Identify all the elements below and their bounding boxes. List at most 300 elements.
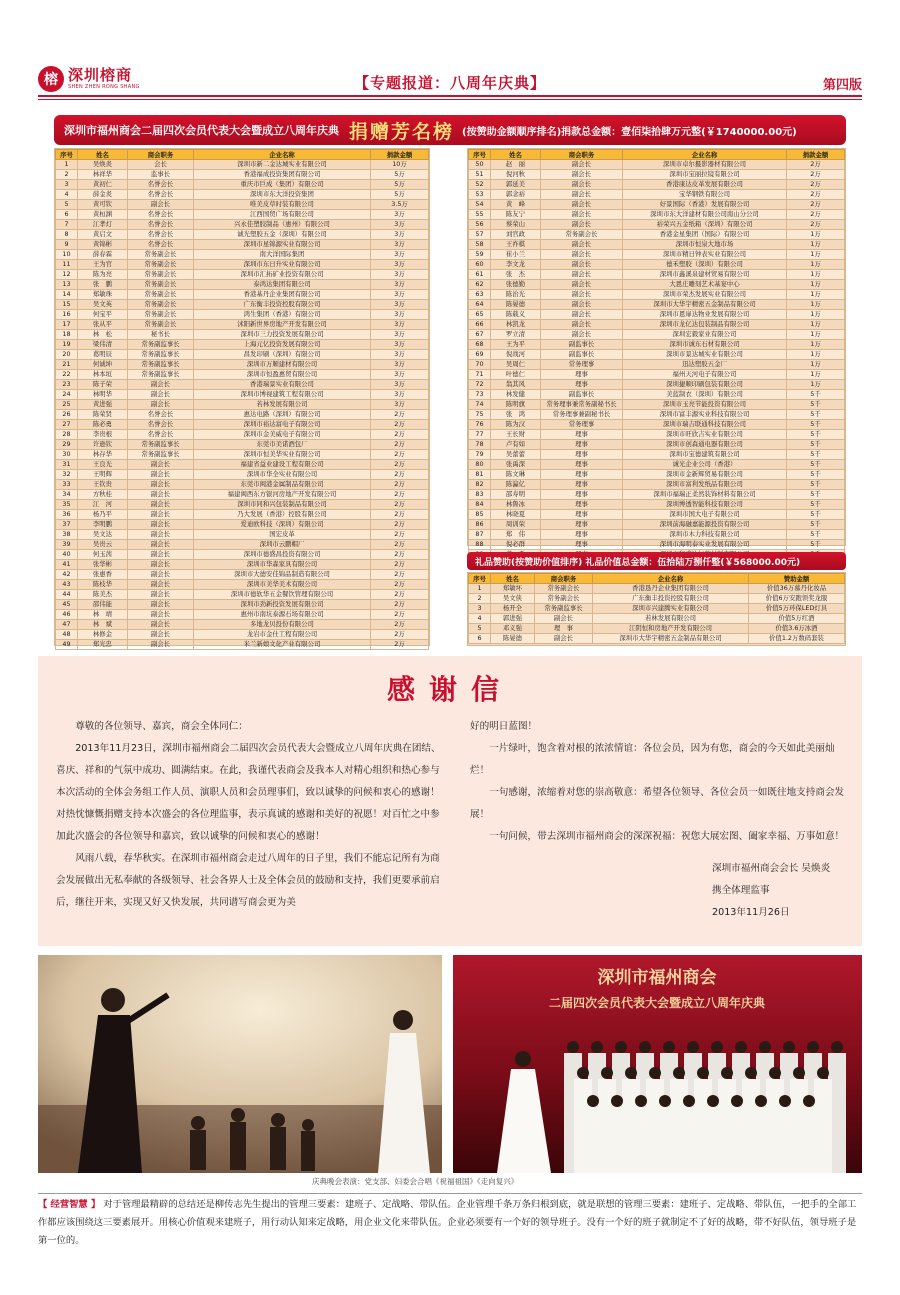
donation-right-cell: 82 — [469, 480, 491, 490]
donation-right-row — [469, 410, 845, 420]
letter-date: 2013年11月26日 — [712, 907, 790, 918]
donation-left-row — [56, 610, 429, 620]
donation-right-cell: 赵 丽 — [491, 160, 541, 170]
donation-left-cell: 2万 — [371, 580, 429, 590]
donation-right-cell: 林发健 — [491, 390, 541, 400]
donation-left-cell: 深圳市云鹏帽厂 — [194, 540, 371, 550]
donation-right-cell: 副会长 — [541, 280, 623, 290]
donation-right-cell: 1万 — [787, 340, 845, 350]
donation-right-header-cell: 序号 — [469, 150, 491, 160]
donation-right-cell: 2万 — [787, 190, 845, 200]
donation-left-cell: 2万 — [371, 460, 429, 470]
donation-left-cell: 吴焕炎 — [78, 160, 128, 170]
donation-right-cell: 迅达塑胶五金厂 — [623, 360, 787, 370]
gift-cell: 常务副会长 — [535, 584, 593, 594]
choir-singer-head — [769, 1067, 781, 1079]
donation-right-cell: 福州天河电子有限公司 — [623, 370, 787, 380]
letter-title: 感谢信 — [386, 673, 513, 706]
choir-singer-head — [635, 1095, 647, 1107]
donation-left-cell: 香港基丹企业集团有限公司 — [194, 290, 371, 300]
donation-right-row — [469, 530, 845, 540]
donation-left-cell: 2万 — [371, 520, 429, 530]
gift-header-cell: 商会职务 — [535, 574, 593, 584]
donation-left-cell: 15 — [56, 300, 78, 310]
donation-right-cell: 副会长 — [541, 160, 623, 170]
donation-left-cell: 20 — [56, 350, 78, 360]
donation-left-cell: 副会长 — [128, 460, 194, 470]
choir-singer-head — [783, 1041, 795, 1053]
donation-left-cell: 名誉会长 — [128, 220, 194, 230]
donation-left-cell: 黄锦彬 — [78, 240, 128, 250]
donation-right-cell: 60 — [469, 260, 491, 270]
donation-left-cell: 陈美杰 — [78, 590, 128, 600]
donation-right-cell: 74 — [469, 400, 491, 410]
donation-left-row — [56, 640, 429, 650]
footer-divider — [38, 1193, 862, 1194]
donation-left-cell: 49 — [56, 640, 78, 650]
donation-left-cell: 副会长 — [128, 500, 194, 510]
header-divider-thin — [38, 99, 862, 100]
gift-cell: 吴文侠 — [491, 594, 535, 604]
donation-left-cell: 3万 — [371, 340, 429, 350]
donation-left-cell: 10 — [56, 250, 78, 260]
choir-singer-head — [567, 1041, 579, 1053]
donation-left-cell: 22 — [56, 370, 78, 380]
donation-right-cell: 理事 — [541, 520, 623, 530]
donation-left-cell: 副会长 — [128, 550, 194, 560]
donation-right-row — [469, 160, 845, 170]
donation-left-row — [56, 250, 429, 260]
donation-left-cell: 25 — [56, 400, 78, 410]
donation-left-cell: 2万 — [371, 560, 429, 570]
donation-right-row — [469, 320, 845, 330]
donation-right-cell: 86 — [469, 520, 491, 530]
donation-left-row — [56, 210, 429, 220]
donation-right-cell: 常务理事 — [541, 360, 623, 370]
donation-right-header-cell: 商会职务 — [541, 150, 623, 160]
donation-right-cell: 香港金星集团（国际）有限公司 — [623, 230, 787, 240]
donation-right-row — [469, 430, 845, 440]
donation-left-cell: 深圳市金美威电子有限公司 — [194, 430, 371, 440]
donation-left-row — [56, 170, 429, 180]
donation-left-row — [56, 410, 429, 420]
donation-right-cell: 81 — [469, 470, 491, 480]
donation-table-left — [55, 149, 429, 650]
gift-cell: 郑敏坏 — [491, 584, 535, 594]
donation-left-row — [56, 390, 429, 400]
letter-column-right — [470, 716, 848, 924]
choir-singer-body — [632, 1107, 650, 1173]
donation-right-cell: 张 杰 — [491, 270, 541, 280]
donation-right-cell: 叶德仁 — [491, 370, 541, 380]
donation-left-cell: 2万 — [371, 510, 429, 520]
donation-left-cell: 深圳市美华美术有限公司 — [194, 580, 371, 590]
donation-left-cell: 深圳市新二金达城实业有限公司 — [194, 160, 371, 170]
gift-header-cell: 序号 — [469, 574, 491, 584]
photo-singer-left-image — [38, 955, 442, 1173]
donation-left-cell: 名誉会长 — [128, 230, 194, 240]
donation-left-cell: 37 — [56, 520, 78, 530]
gift-cell: 3 — [469, 604, 491, 614]
donation-left-cell: 3万 — [371, 300, 429, 310]
donation-left-cell: 昌发印刷（深圳）有限公司 — [194, 350, 371, 360]
letter-paragraph-1: 2013年11月23日，深圳市福州商会二届四次会员代表大会暨成立八周年庆典在团结、喜庆、祥和的气氛中成功、圆满结束。在此，我谨代表商会及我本人对精心组织和热心参与本次活动的全体会务组工作人员、演职人员和会员理事们，致以诚挚的问候和衷心的感谢！对热忱慷慨捐赠支持本次盛会的各位理监事，表示真诚的感谢和美好的祝愿！对百忙之中参加此次盛会的各位领导和嘉宾，致以诚挚的问候和衷心的感谢！ — [56, 743, 441, 842]
gift-cell: 常务副会长 — [535, 594, 593, 604]
donation-right-cell: 深圳市东大洋建材有限公司南山分公司 — [623, 210, 787, 220]
donation-left-cell: 秘书长 — [128, 330, 194, 340]
choir-singer-body — [800, 1107, 818, 1173]
donation-left-cell: 43 — [56, 580, 78, 590]
donation-left-cell: 陈荣贤 — [78, 410, 128, 420]
gift-banner: 礼品赞助(按赞助价值排序) 礼品价值总金额：伍拾陆万捌仟整(￥568000.00元) — [467, 552, 846, 570]
donation-left-cell: 乃大发展（香港）控股有限公司 — [194, 510, 371, 520]
donation-left-cell: 名誉会长 — [128, 210, 194, 220]
donation-right-cell: 理事 — [541, 470, 623, 480]
donation-left-row — [56, 450, 429, 460]
donation-left-cell: 深圳市德软华五金餐饮管理有限公司 — [194, 590, 371, 600]
donation-left-row — [56, 540, 429, 550]
topic-title: 【专题报道：八周年庆典】 — [353, 74, 546, 92]
donation-left-cell: 邵伟能 — [78, 600, 128, 610]
donation-right-cell: 卢有如 — [491, 440, 541, 450]
donation-right-cell: 副会长 — [541, 190, 623, 200]
donation-right-cell: 1万 — [787, 300, 845, 310]
donation-left-cell: 35 — [56, 500, 78, 510]
donation-right-cell: 香港康达皮革发展有限公司 — [623, 180, 787, 190]
donation-left-cell: 3万 — [371, 250, 429, 260]
donation-left-row — [56, 260, 429, 270]
donation-right-cell: 66 — [469, 320, 491, 330]
donation-left-row — [56, 280, 429, 290]
gift-row — [469, 604, 845, 614]
donation-right-cell: 深圳市龙亿达包装制品有限公司 — [623, 320, 787, 330]
donation-right-row — [469, 460, 845, 470]
donation-left-cell: 3 — [56, 180, 78, 190]
donation-right-cell: 理事 — [541, 540, 623, 550]
donation-left-cell: 48 — [56, 630, 78, 640]
donation-left-cell: 常务副监事长 — [128, 360, 194, 370]
donation-right-cell: 刘官政 — [491, 230, 541, 240]
donation-left-cell: 常务副会长 — [128, 280, 194, 290]
donation-right-row — [469, 370, 845, 380]
donation-right-cell: 张德勤 — [491, 280, 541, 290]
donation-left-cell: 24 — [56, 390, 78, 400]
donation-left-cell: 2万 — [371, 540, 429, 550]
donation-left-cell: 副会长 — [128, 390, 194, 400]
donation-right-cell: 裕荣兴五金纸箱（深圳）有限公司 — [623, 220, 787, 230]
donation-left-cell: 会长 — [128, 160, 194, 170]
choir-singer-head — [817, 1067, 829, 1079]
donation-left-cell: 19 — [56, 340, 78, 350]
choir-singer-head — [615, 1041, 627, 1053]
donation-right-cell: 69 — [469, 350, 491, 360]
choir-singer-body — [680, 1107, 698, 1173]
business-wisdom-tag: 【 经营智慧 】 — [38, 1199, 101, 1210]
donation-right-cell: 陈载义 — [491, 310, 541, 320]
donation-left-header-cell: 企业名称 — [194, 150, 371, 160]
donation-left-cell: 若林发展有限公司 — [194, 400, 371, 410]
donation-left-cell: 3万 — [371, 370, 429, 380]
choir-singer-head — [659, 1095, 671, 1107]
donation-left-cell: 5万 — [371, 190, 429, 200]
donation-left-cell: 26 — [56, 410, 78, 420]
donation-left-cell: 3万 — [371, 210, 429, 220]
donation-right-cell: 理事 — [541, 510, 623, 520]
choir-singer-body — [704, 1107, 722, 1173]
donation-left-cell: 东莞市美诺酒包厂 — [194, 440, 371, 450]
donation-right-cell: 76 — [469, 420, 491, 430]
gift-row — [469, 584, 845, 594]
donation-right-row — [469, 490, 845, 500]
donation-right-cell: 深圳市富丰源实业科技有限公司 — [623, 410, 787, 420]
donation-left-cell: 副会长 — [128, 480, 194, 490]
donation-left-row — [56, 580, 429, 590]
donation-left-cell: 副会长 — [128, 590, 194, 600]
donation-right-cell: 倪战河 — [491, 350, 541, 360]
choir-singer-head — [649, 1067, 661, 1079]
donation-right-cell: 53 — [469, 190, 491, 200]
donation-left-cell: 副会长 — [128, 470, 194, 480]
donation-left-cell: 常务副会长 — [128, 310, 194, 320]
donation-left-cell: 30 — [56, 450, 78, 460]
donation-right-cell: 深圳市诚东石材有限公司 — [623, 340, 787, 350]
donation-right-cell: 2万 — [787, 200, 845, 210]
donation-left-row — [56, 230, 429, 240]
donation-left-cell: 3万 — [371, 320, 429, 330]
choir-singer-head — [663, 1041, 675, 1053]
donation-left-row — [56, 190, 429, 200]
donation-left-row — [56, 400, 429, 410]
donation-right-cell: 55 — [469, 210, 491, 220]
donation-left-cell: 40 — [56, 550, 78, 560]
donation-right-row — [469, 180, 845, 190]
donation-left-cell: 陈子荣 — [78, 380, 128, 390]
donation-right-cell: 深圳市创森通电器有限公司 — [623, 440, 787, 450]
donation-right-cell: 副会长 — [541, 330, 623, 340]
donation-left-cell: 2万 — [371, 620, 429, 630]
donation-right-cell: 深圳市宝德建筑有限公司 — [623, 450, 787, 460]
donation-right-cell: 理事 — [541, 440, 623, 450]
donation-left-cell: 南大洋国际集团 — [194, 250, 371, 260]
donation-right-row — [469, 480, 845, 490]
gift-cell: 杨开全 — [491, 604, 535, 614]
donation-right-row — [469, 400, 845, 410]
donation-right-cell: 58 — [469, 240, 491, 250]
donation-right-cell: 副会长 — [541, 240, 623, 250]
donation-left-row — [56, 330, 429, 340]
donation-left-cell: 2 — [56, 170, 78, 180]
donation-right-cell: 80 — [469, 460, 491, 470]
donation-left-cell: 副会长 — [128, 540, 194, 550]
donation-right-cell: 副会长 — [541, 220, 623, 230]
donation-left-cell: 1 — [56, 160, 78, 170]
donation-right-row — [469, 340, 845, 350]
donation-left-row — [56, 340, 429, 350]
donation-right-cell: 罗立清 — [491, 330, 541, 340]
donation-left-cell: 爱迪欧科技（深圳）有限公司 — [194, 520, 371, 530]
donation-right-cell: 深圳市景达城实业有限公司 — [623, 350, 787, 360]
donation-right-cell: 陈友宁 — [491, 210, 541, 220]
donation-right-cell: 张 鸿 — [491, 410, 541, 420]
donation-left-cell: 副会长 — [128, 600, 194, 610]
donation-right-cell: 5千 — [787, 480, 845, 490]
donation-left-cell: 深圳市同和兴包装制品有限公司 — [194, 500, 371, 510]
donation-right-cell: 深圳市鑫溪泉建材贸易有限公司 — [623, 270, 787, 280]
donation-right-cell: 62 — [469, 280, 491, 290]
donation-right-row — [469, 470, 845, 480]
donation-right-cell: 深圳市恒泉大地市场 — [623, 240, 787, 250]
donation-left-cell: 3万 — [371, 350, 429, 360]
donation-left-header-cell: 序号 — [56, 150, 78, 160]
donation-left-cell: 3万 — [371, 400, 429, 410]
donation-left-cell: 38 — [56, 530, 78, 540]
donation-right-row — [469, 500, 845, 510]
donation-left-row — [56, 300, 429, 310]
donation-left-cell: 名誉会长 — [128, 190, 194, 200]
donation-right-cell: 1万 — [787, 280, 845, 290]
donation-left-cell: 林祥华 — [78, 170, 128, 180]
choir-singer-head — [639, 1041, 651, 1053]
donation-left-cell: 6 — [56, 210, 78, 220]
donation-right-cell: 副会长 — [541, 180, 623, 190]
donation-right-cell: 美蓝制衣（深圳）有限公司 — [623, 390, 787, 400]
donation-table-right — [468, 149, 845, 560]
donation-left-cell: 黄桓渊 — [78, 210, 128, 220]
donation-left-cell: 39 — [56, 540, 78, 550]
donation-left-cell: 2万 — [371, 570, 429, 580]
donation-left-row — [56, 440, 429, 450]
choir-singer-head — [711, 1041, 723, 1053]
donation-left-cell: 2万 — [371, 430, 429, 440]
donation-left-cell: 副会长 — [128, 610, 194, 620]
donation-left-cell: 黄可钦 — [78, 200, 128, 210]
choir-singer-head — [803, 1095, 815, 1107]
donation-left-cell: 名誉会长 — [128, 240, 194, 250]
photo-caption: 庆典晚会表演：党支部、妇委会合唱《祝福祖国》《走向复兴》 — [312, 1177, 519, 1186]
donation-right-header-cell: 企业名称 — [623, 150, 787, 160]
donation-right-row — [469, 290, 845, 300]
donation-left-row — [56, 460, 429, 470]
donation-right-cell: 5千 — [787, 540, 845, 550]
donation-right-cell: 理事 — [541, 500, 623, 510]
gift-cell: 广东衡丰投资控股有限公司 — [593, 594, 749, 604]
donation-banner-suffix: (按赞助金额顺序排名)捐款总金额：壹佰柒拾肆万元整(￥1740000.00元) — [462, 126, 797, 138]
donation-left-cell: 深圳市德盛昌投资有限公司 — [194, 550, 371, 560]
donation-left-row — [56, 480, 429, 490]
donation-left-cell: 张惠香 — [78, 570, 128, 580]
donation-right-cell: 59 — [469, 250, 491, 260]
header-divider — [38, 95, 862, 97]
donation-left-cell: 5万 — [371, 180, 429, 190]
donation-left-cell: 3万 — [371, 260, 429, 270]
donation-right-cell: 王长财 — [491, 430, 541, 440]
donation-right-cell: 深圳市玉亮节能投资有限公司 — [623, 400, 787, 410]
gift-row — [469, 624, 845, 634]
donation-right-cell: 副会长 — [541, 310, 623, 320]
donation-right-cell: 理事 — [541, 380, 623, 390]
donation-right-cell: 深圳市旺欣吉实业有限公司 — [623, 430, 787, 440]
donation-left-cell: 李明鹏 — [78, 520, 128, 530]
donation-right-cell: 1万 — [787, 380, 845, 390]
donation-left-cell: 18 — [56, 330, 78, 340]
donation-banner — [54, 115, 846, 145]
donation-left-cell: 监事长 — [128, 170, 194, 180]
donation-right-row — [469, 300, 845, 310]
donation-left-cell: 2万 — [371, 640, 429, 650]
donation-right-cell: 83 — [469, 490, 491, 500]
donation-right-cell: 2万 — [787, 180, 845, 190]
donation-right-cell: 吴蕾蕾 — [491, 450, 541, 460]
donation-left-row — [56, 500, 429, 510]
donation-right-cell: 郭延美 — [491, 180, 541, 190]
gift-row — [469, 594, 845, 604]
photo-choir-right — [453, 955, 862, 1173]
donation-left-cell: 葛明辰 — [78, 350, 128, 360]
donation-left-cell: 吴文英 — [78, 300, 128, 310]
donation-right-cell: 88 — [469, 540, 491, 550]
donation-left-row — [56, 380, 429, 390]
letter-paragraph-2: 风雨八载，春华秋实。在深圳市福州商会走过八周年的日子里，我们不能忘记所有为商会发展做出无私奉献的各级领导、社会各界人士及全体会员的鼓励和支持，我们更要承前启后，继往开来，实现又好又快发展，共同谱写商会更为美 — [56, 853, 440, 908]
edition-label: 第四版 — [822, 78, 862, 93]
donation-right-cell: 林鲁冰 — [491, 500, 541, 510]
donation-right-cell: 1万 — [787, 360, 845, 370]
donation-left-cell: 2万 — [371, 610, 429, 620]
donation-left-cell: 3万 — [371, 280, 429, 290]
donation-left-cell: 副会长 — [128, 200, 194, 210]
letter-paragraph-2-cont: 好的明日蓝图！ — [470, 721, 538, 732]
donation-left-cell: 鸿生集团（香港）有限公司 — [194, 310, 371, 320]
donation-right-cell: 5千 — [787, 500, 845, 510]
donation-right-row — [469, 170, 845, 180]
donation-right-cell: 林晓夏 — [491, 510, 541, 520]
donation-right-cell: 深圳宏毅家业有限公司 — [623, 330, 787, 340]
donation-left-cell: 常务副会长 — [128, 290, 194, 300]
gift-cell: 价值36万慕丹化妆品 — [749, 584, 845, 594]
letter-paragraph-5: 一句问候，带去深圳市福州商会的深深祝福：祝您大展宏图、阖家幸福、万事如意！ — [489, 831, 845, 842]
gift-cell: 价值1.2万数码套装 — [749, 634, 845, 644]
donation-right-cell: 陈明旗 — [491, 400, 541, 410]
photo-backdrop-title: 深圳市福州商会 — [597, 968, 717, 988]
donation-left-cell: 国宏皮革 — [194, 530, 371, 540]
donation-left-cell: 林 松 — [78, 330, 128, 340]
donation-right-cell: 深圳市福瑞正柔然装饰材料有限公司 — [623, 490, 787, 500]
donation-left-row — [56, 560, 429, 570]
donation-left-cell: 东莞市闽港金属制品有限公司 — [194, 480, 371, 490]
choir-singer-body — [728, 1107, 746, 1173]
donation-right-cell: 副会长 — [541, 320, 623, 330]
donation-right-cell: 5千 — [787, 510, 845, 520]
donation-left-cell: 郑光忠 — [78, 640, 128, 650]
soloist-head — [515, 1051, 531, 1067]
donation-left-cell: 29 — [56, 440, 78, 450]
gift-cell: 价值6万安跑领奖龙服 — [749, 594, 845, 604]
letter-signature: 深圳市福州商会会长 吴焕炎 — [712, 863, 831, 874]
donation-left-cell: 常务副监事长 — [128, 440, 194, 450]
donation-right-cell: 副会长 — [541, 200, 623, 210]
donation-left-cell: 林修金 — [78, 630, 128, 640]
donation-left-cell: 陈为亮 — [78, 270, 128, 280]
donation-right-cell: 深圳博透智能科技有限公司 — [623, 500, 787, 510]
choir-singer-head — [683, 1095, 695, 1107]
donation-left-cell: 3万 — [371, 240, 429, 250]
donation-left-row — [56, 630, 429, 640]
donation-left-cell: 2万 — [371, 590, 429, 600]
gift-cell: 陈晏德 — [491, 634, 535, 644]
donation-left-cell: 米兰新娘文化产业有限公司 — [194, 640, 371, 650]
donation-right-cell: 2万 — [787, 160, 845, 170]
donation-right-cell: 副会长 — [541, 270, 623, 280]
choir-singer-head — [625, 1067, 637, 1079]
